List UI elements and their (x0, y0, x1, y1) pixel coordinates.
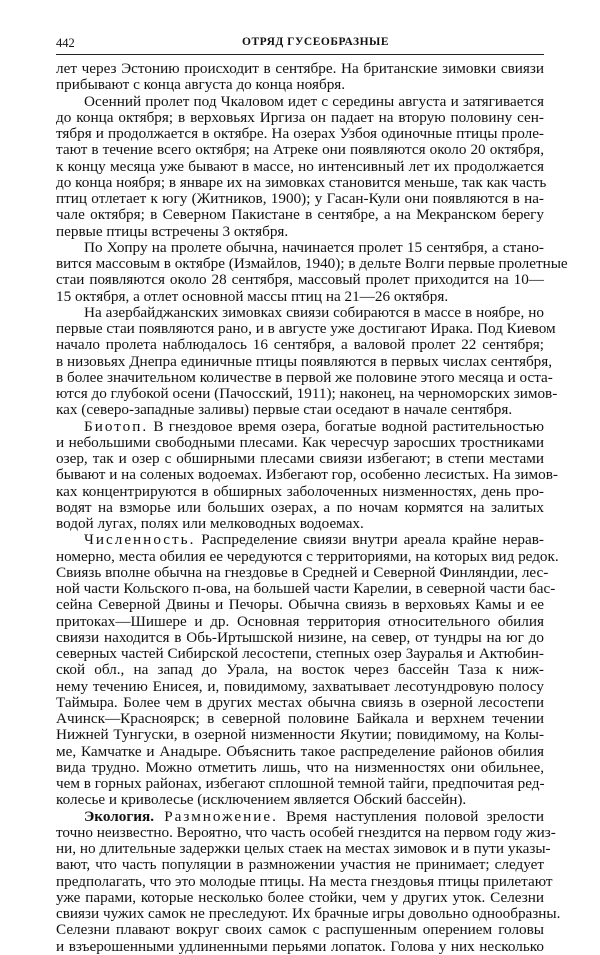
text-line (56, 451, 544, 467)
text-line (56, 207, 544, 223)
line-text: и небольшими свободными плесами. Как чересчур заросших тростниками (56, 433, 544, 451)
spaced-heading: Размножение. (154, 807, 278, 825)
text-line (56, 939, 544, 955)
paragraph (56, 303, 558, 419)
line-text: водят на взморье или больших озерах, а по ночам кормятся на залитых (56, 498, 544, 516)
line-text: первые птицы встречены 3 октября. (56, 222, 289, 240)
text-line (56, 500, 544, 516)
text-line (56, 159, 544, 175)
line-text: в низовьях Днепра единичные птицы появляются в первых числах сентября, (56, 352, 553, 370)
line-text: По Хопру на пролете обычна, начинается пролет 15 сентября, а стано- (84, 238, 544, 256)
paragraph (56, 807, 561, 955)
spaced-heading: Численность. (84, 531, 196, 549)
text-line (56, 110, 544, 126)
line-text: прибывают с конца августа до конца ноября. (56, 76, 346, 94)
line-text: свиязи находится в Обь-Иртышской низине, на север, от тундры на юг до (56, 628, 544, 646)
text-line (56, 809, 544, 825)
line-text: Распределение свиязи внутри ареала крайне нерав- (195, 531, 544, 549)
line-text: номерно, места обилия ее чередуются с территориями, на которых вид редок. (56, 547, 559, 565)
text-line (56, 385, 558, 402)
line-text: точно неизвестно. Вероятно, что часть особей гнездится на первом году жиз- (56, 823, 556, 841)
text-line (56, 890, 544, 906)
line-text: сейна Северной Двины и Печоры. Обычна свиязь в верховьях Камы и ее (56, 596, 544, 614)
line-text: колесье и криволесье (исключением является Обский бассейн). (56, 791, 467, 809)
line-text: Нижней Тунгуски, в озерной низменности Якутии; повидимому, на Колы- (56, 726, 544, 744)
text-line (56, 126, 544, 142)
line-text: вида трудно. Можно отметить лишь, что на низменностях они обильнее, (56, 758, 544, 776)
line-text: ской обл., на запад до Урала, на восток через бассейн Таза к ниж- (56, 661, 544, 679)
text-line (56, 776, 544, 792)
text-line (56, 419, 544, 435)
text-line (56, 61, 544, 77)
text-line (56, 532, 544, 548)
line-text: уже парами, которые несколько более стойки, чем у других уток. Селезни (56, 888, 544, 906)
paragraph (56, 531, 559, 809)
line-text: вится массовым в октябре (Измайлов, 1940); в дельте Волги первые пролетные (56, 255, 568, 272)
line-text: Таймыра. Более чем в других местах обычна свиязь в озерной лесостепи (56, 693, 544, 711)
text-line (56, 857, 544, 873)
text-line (56, 516, 544, 532)
text-line (56, 368, 553, 386)
line-text: ках (северо-западные заливы) первые стаи оседают в начале сентября. (56, 401, 513, 419)
text-line (56, 289, 544, 305)
line-text: первые стаи появляются рано, и в августе уже достигают Ирака. Под Киевом (56, 320, 556, 337)
body-text (56, 60, 568, 955)
running-header (56, 36, 544, 50)
text-line (56, 711, 544, 727)
paragraph (56, 417, 558, 533)
text-line (56, 840, 551, 857)
header-rule (56, 54, 544, 55)
line-text: лет через Эстонию происходит в сентябре. На британские зимовки свиязи (56, 60, 544, 77)
line-text: и взъерошенными удлиненными перьями лопаток. Голова у них несколько (56, 937, 544, 955)
text-line (56, 173, 547, 191)
text-line (56, 792, 544, 808)
line-text: начало пролета наблюдалось 16 сентября, а валовой пролет 22 сентября; (56, 336, 544, 354)
line-text: Осенний пролет под Чкаловом идет с середины августа и затягивается (84, 92, 544, 110)
text-line (56, 744, 544, 760)
line-text: Селезни плавают вокруг своих самок с распушенным оперением головы (56, 921, 544, 939)
line-text: притоках—Шишере и др. Основная территория относительного обилия (56, 612, 544, 630)
spaced-heading: Биотоп. (84, 417, 149, 435)
line-text: предполагать, что это молодые птицы. На места гнездовья птицы прилетают (56, 872, 553, 890)
line-text: На азербайджанских зимовках свиязи собираются в массе в ноябре, но (84, 303, 544, 321)
text-line (56, 272, 544, 288)
line-text: водой лугах, полях или мелководных водоемах. (56, 515, 364, 532)
line-text: ной части Кольского п-ова, на большей части Карелии, в северной части бас- (56, 580, 556, 597)
line-text: Время наступления половой зрелости (277, 807, 544, 825)
line-text: к концу месяца уже бывают в массе, но интенсивный лет их продолжается (56, 157, 544, 175)
text-line (56, 142, 544, 158)
text-line (56, 240, 544, 256)
line-text: птиц отлетает к югу (Житников, 1900); у Гасан-Кули они появляются в на- (56, 190, 544, 207)
text-line (56, 646, 544, 662)
line-text: Ачинск—Красноярск; в северной половине Байкала и верхнем течении (56, 710, 544, 727)
section-heading: Экология. (84, 807, 155, 825)
line-text: до конца октября; в верховьях Иргиза он падает на вторую половину сен- (56, 108, 544, 126)
text-line (56, 580, 556, 597)
text-line (56, 94, 544, 110)
text-line (56, 597, 544, 613)
text-line (56, 630, 544, 646)
line-text: озер, так и озер с обширными плесами свиязи избегают; в степи местами (56, 450, 544, 467)
line-text: нему течению Енисея, и, повидимому, захватывает лесотундровую полосу (56, 677, 544, 695)
text-line (56, 823, 556, 841)
text-line (56, 320, 556, 337)
text-line (56, 679, 544, 695)
line-text: ках концентрируются в обширных заболоченных низменностях, день про- (56, 482, 544, 500)
text-line (56, 905, 561, 922)
text-line (56, 614, 544, 630)
text-line (56, 77, 544, 93)
running-title: ОТРЯД ГУСЕОБРАЗНЫЕ (242, 36, 389, 48)
text-line (56, 922, 544, 938)
text-line (56, 224, 544, 240)
line-text: до конца ноября; в январе их на зимовках становится меньше, так как часть (56, 173, 547, 191)
page-number: 442 (56, 36, 75, 50)
line-text: 15 октября, а отлет основной массы птиц на 21—26 октября. (56, 287, 449, 305)
line-text: ме, Камчатке и Анадыре. Объяснить такое распределение районов обилия (56, 742, 544, 760)
text-line (56, 695, 544, 711)
line-text: Свиязь вполне обычна на гнездовье в Средней и Северной Финляндии, лес- (56, 563, 549, 581)
line-text: чале октября; в Северном Пакистане в сентябре, а на Мекранском берегу (56, 206, 544, 224)
line-text: тают в течение всего октября; на Атреке они появляются около 20 октября, (56, 141, 544, 159)
line-text: северных частей Сибирской лесостепи, степных озер Зауралья и Актюбин- (56, 645, 544, 662)
text-line (56, 402, 544, 418)
text-line (56, 563, 549, 581)
text-line (56, 547, 559, 565)
text-line (56, 466, 558, 484)
text-line (56, 760, 544, 776)
paragraph (56, 238, 568, 305)
text-line (56, 352, 553, 370)
line-text: В гнездовое время озера, богатые водной растительностью (148, 417, 544, 435)
paragraph (56, 92, 547, 240)
text-line (56, 727, 544, 743)
text-line (56, 337, 544, 353)
text-line (56, 435, 544, 451)
line-text: бывают и на соленых водоемах. Избегают гор, особенно лесистых. На зимов- (56, 466, 558, 484)
text-line (56, 484, 544, 500)
text-line (56, 191, 544, 207)
text-line (56, 255, 568, 272)
line-text: ни, но длительные задержки целых стаек на местах зимовок и в пути указы- (56, 840, 551, 857)
line-text: свиязи чужих самок не преследуют. Их брачные игры довольно однообразны. (56, 905, 561, 922)
text-line (56, 305, 544, 321)
line-text: ются до глубокой осени (Пачосский, 1911); наконец, на черноморских зимов- (56, 385, 558, 402)
line-text: чем в горных районах, избегают сплошной темной тайги, предпочитая ред- (56, 775, 545, 792)
line-text: тября и продолжается в октябре. На озерах Узбоя одиночные птицы проле- (56, 125, 544, 142)
text-line (56, 872, 553, 890)
line-text: стаи появляются около 28 сентября, массовый пролет приходится на 10— (56, 271, 544, 289)
line-text: вают, что часть популяции в размножении участия не принимает; следует (56, 856, 544, 874)
paragraph (56, 61, 544, 94)
text-line (56, 662, 544, 678)
line-text: в более значительном количестве в первой же половине этого месяца и оста- (56, 368, 553, 386)
